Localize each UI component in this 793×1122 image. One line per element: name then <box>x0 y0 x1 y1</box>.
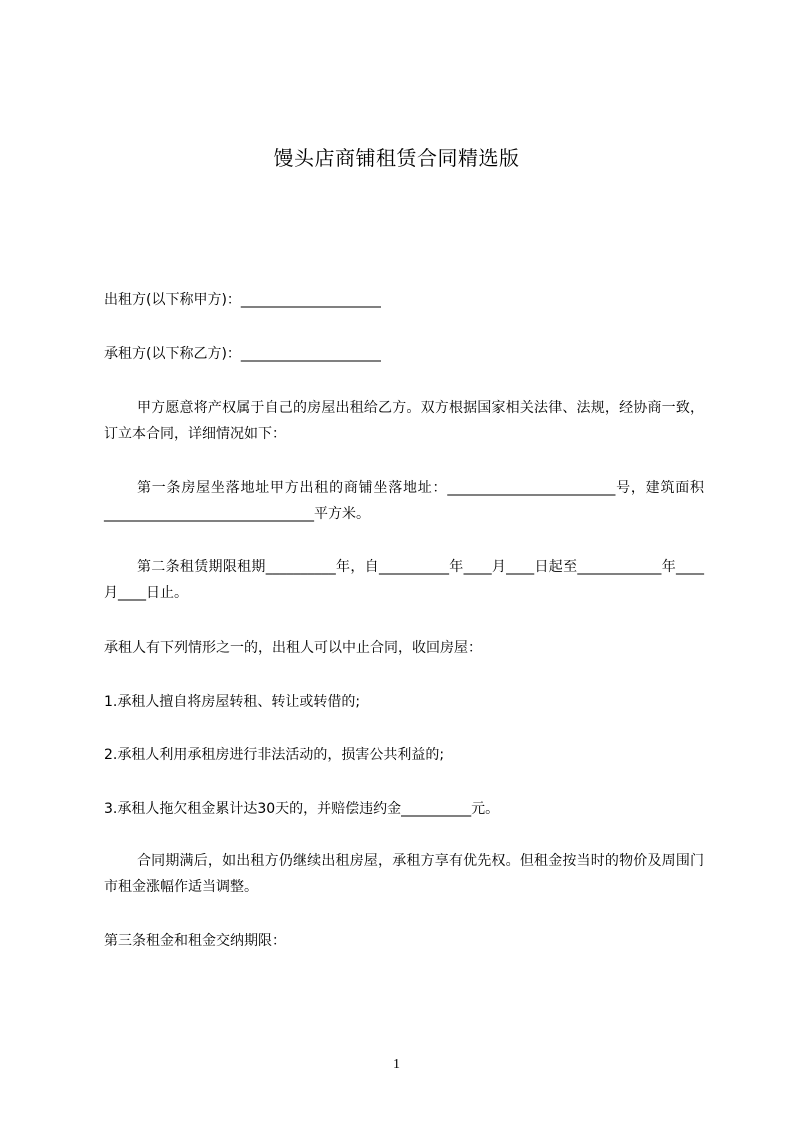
page-number: 1 <box>393 1057 400 1072</box>
paragraph-lessor: 出租方(以下称甲方)：____________________ <box>104 292 381 308</box>
paragraph-condition-1: 1.承租人擅自将房屋转租、转让或转借的; <box>104 694 361 710</box>
paragraph-condition-2: 2.承租人利用承租房进行非法活动的，损害公共利益的; <box>104 747 445 763</box>
paragraph-article-1: 第一条房屋坐落地址甲方出租的商铺坐落地址：________________________号，建筑面积______________________________平方米。 <box>104 480 704 522</box>
paragraph-lessee: 承租方(以下称乙方)：____________________ <box>104 346 381 362</box>
paragraph-article-2: 第二条租赁期限租期__________年，自__________年____月____日起至____________年____月____日止。 <box>104 559 704 601</box>
document-title: 馒头店商铺租赁合同精选版 <box>273 146 520 170</box>
paragraph-termination-conditions: 承租人有下列情形之一的，出租人可以中止合同，收回房屋： <box>104 640 482 656</box>
paragraph-condition-3: 3.承租人拖欠租金累计达30天的，并赔偿违约金__________元。 <box>104 801 500 817</box>
paragraph-article-3: 第三条租金和租金交纳期限： <box>104 933 286 949</box>
paragraph-intro: 甲方愿意将产权属于自己的房屋出租给乙方。双方根据国家相关法律、法规，经协商一致，订立本合同，详细情况如下： <box>104 400 704 442</box>
paragraph-renewal: 合同期满后，如出租方仍继续出租房屋，承租方享有优先权。但租金按当时的物价及周围门市租金涨幅作适当调整。 <box>104 853 704 895</box>
